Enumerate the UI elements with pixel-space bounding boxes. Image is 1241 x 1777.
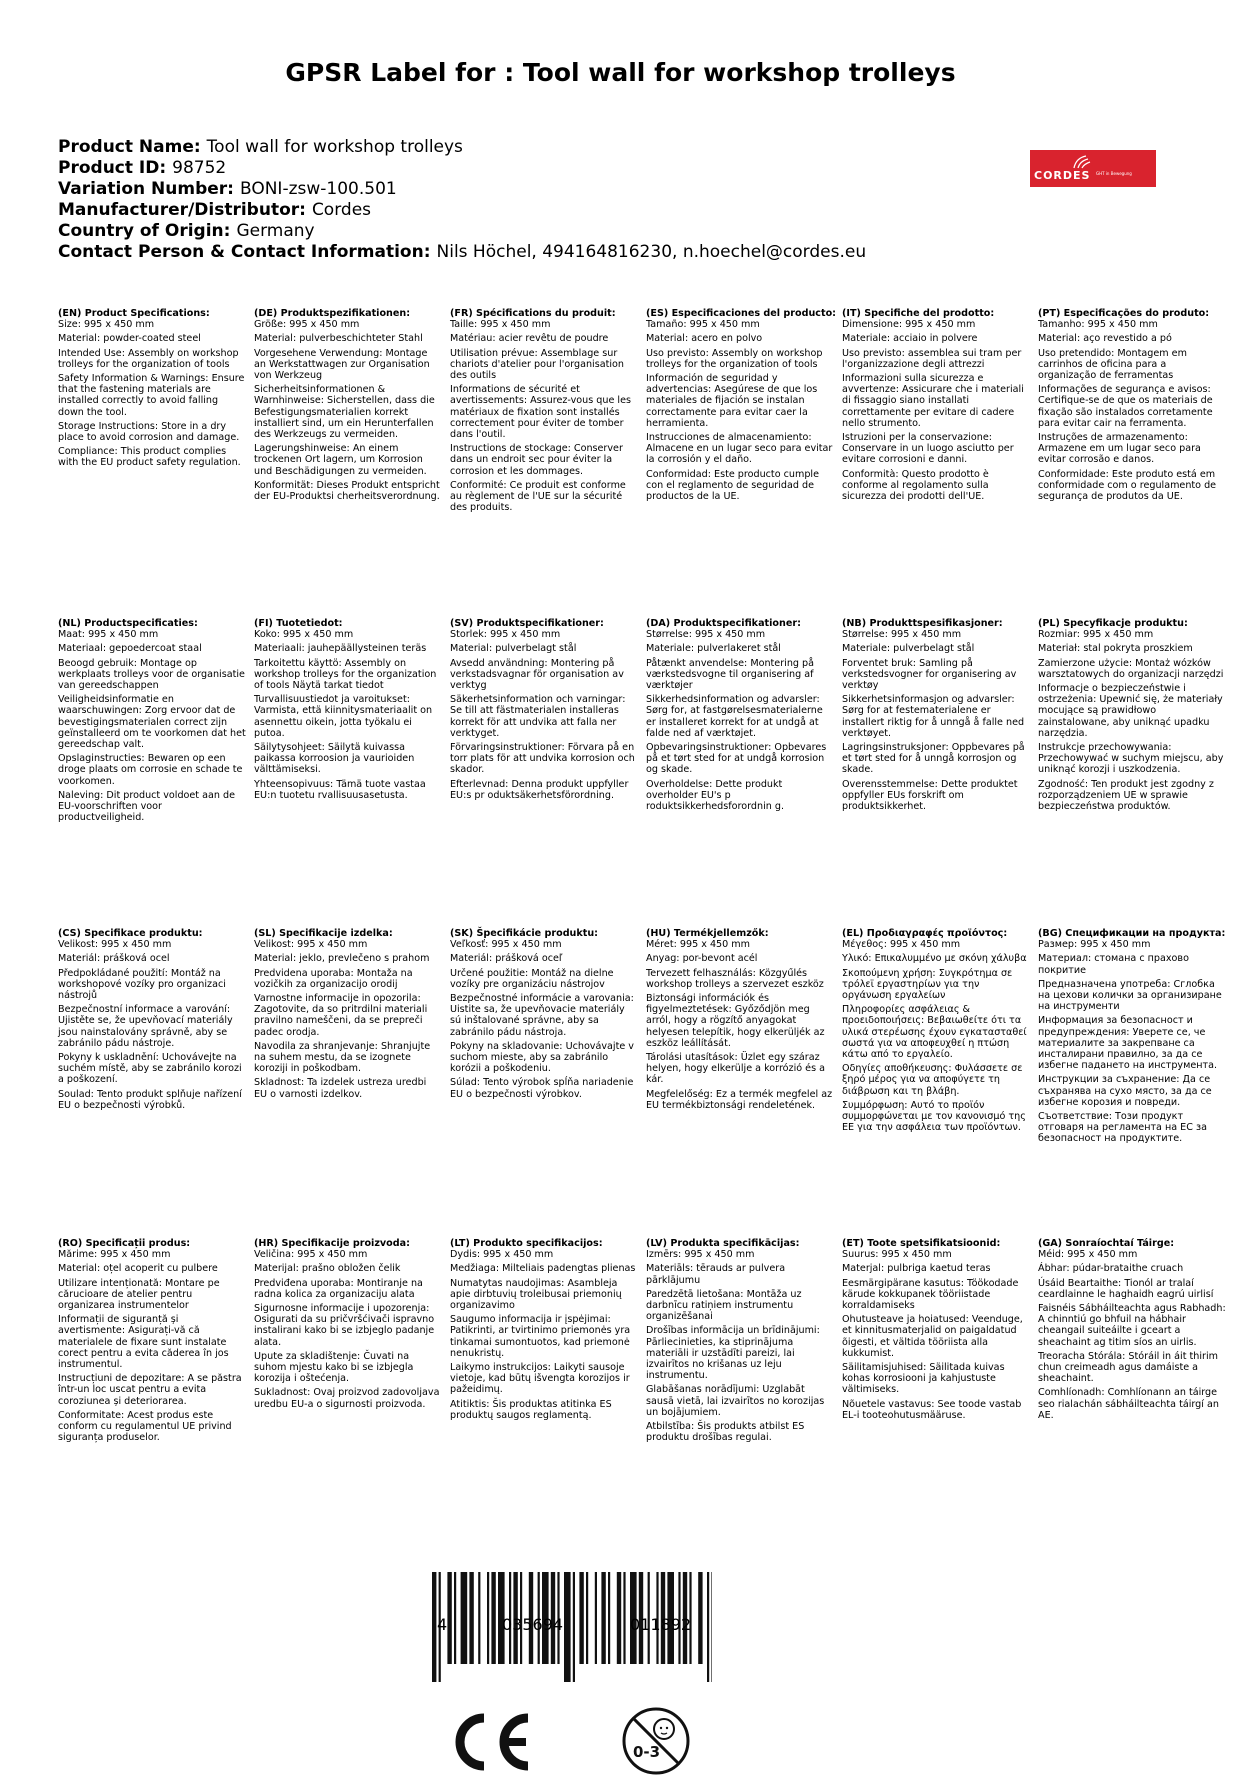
spec-line: Skladnost: Ta izdelek ustreza uredbi EU o varnosti izdelkov. — [254, 1077, 427, 1100]
page-title: GPSR Label for : Tool wall for workshop trolleys — [285, 58, 956, 87]
spec-heading: (ET) Toote spetsifikatsioonid: — [842, 1238, 1001, 1249]
info-label: Variation Number: — [58, 179, 234, 199]
spec-line: Материал: стомана с прахово покритие — [1038, 953, 1189, 976]
spec-block — [254, 1238, 442, 1413]
logo-tagline: GHT in Bewegung — [1096, 171, 1132, 176]
spec-block — [842, 1238, 1030, 1424]
info-value: Tool wall for workshop trolleys — [206, 137, 463, 157]
spec-line: Comhlíonadh: Comhlíonann an táirge seo rialachán sábháilteachta táirgí an AE. — [1038, 1387, 1219, 1421]
spec-line: Taille: 995 x 450 mm — [450, 319, 551, 331]
spec-line: Nõuetele vastavus: See toode vastab EL-i tooteohutusmääruse. — [842, 1398, 1022, 1421]
spec-line: Izmērs: 995 x 450 mm — [646, 1249, 755, 1261]
spec-line: Conformité: Ce produit est conforme au règlement de l'UE sur la sécurité des produits. — [450, 479, 626, 514]
spec-line: Materijal: prašno obložen čelik — [254, 1263, 401, 1275]
spec-line: Materiał: stal pokryta proszkiem — [1038, 643, 1193, 655]
spec-heading: (GA) Sonraíochtaí Táirge: — [1038, 1238, 1175, 1249]
spec-block — [58, 618, 246, 826]
info-value: 98752 — [172, 158, 227, 178]
spec-line: Treoracha Stórála: Stóráil in áit thirim chun creimeadh agus damáiste a sheachaint. — [1038, 1350, 1218, 1385]
info-label: Contact Person & Contact Information: — [58, 242, 431, 262]
barcode-bar — [461, 1572, 468, 1664]
spec-line: Instrucțiuni de depozitare: A se păstra într-un loc uscat pentru a evita coroziunea și deteriorarea. — [58, 1373, 242, 1407]
barcode-bar — [711, 1572, 712, 1682]
logo-wordmark: CORDES — [1034, 169, 1091, 182]
spec-line: Material: aço revestido a pó — [1038, 333, 1172, 345]
spec-block — [58, 1238, 246, 1446]
barcode-bar — [478, 1572, 480, 1664]
info-label: Product Name: — [58, 137, 201, 157]
spec-line: Velikost: 995 x 450 mm — [254, 939, 368, 951]
spec-line: Turvallisuustiedot ja varoitukset: Varmista, että kiinnitysmateriaalit on asennettu oikein, jotta työkalu ei putoa. — [254, 694, 433, 739]
spec-line: Vorgesehene Verwendung: Montage an Werkstattwagen zur Organisation von Werkzeug — [254, 347, 430, 382]
spec-line: Material: pulverbelagt stål — [450, 643, 577, 655]
spec-line: Ábhar: púdar-brataithe cruach — [1038, 1263, 1184, 1275]
spec-line: Overensstemmelse: Dette produktet oppfyller EUs forskrift om produktsikkerhet. — [842, 778, 1018, 813]
spec-line: Intended Use: Assembly on workshop trolleys for the organization of tools — [58, 347, 239, 370]
spec-block — [450, 308, 638, 516]
spec-line: Предназначена употреба: Сглобка на цехови колички за организиране на инструменти — [1038, 978, 1222, 1013]
spec-line: Tárolási utasítások: Üzlet egy száraz helyen, hogy elkerülje a korrózió és a kár. — [646, 1052, 826, 1086]
product-info-row — [58, 221, 866, 242]
barcode-bar — [447, 1572, 451, 1664]
spec-line: Materiaali: jauhepäällysteinen teräs — [254, 643, 427, 655]
spec-line: Numatytas naudojimas: Asambleja apie dirbtuvių troleibusai priemonių organizavimo — [450, 1277, 622, 1312]
barcode-bar — [469, 1572, 473, 1664]
spec-heading: (HU) Termékjellemzők: — [646, 928, 769, 939]
spec-line: Soulad: Tento produkt splňuje nařízení EU o bezpečnosti výrobků. — [58, 1088, 242, 1111]
spec-line: Predviđena uporaba: Montiranje na radna kolica za organizaciju alata — [254, 1277, 423, 1300]
barcode-bar — [608, 1572, 610, 1664]
spec-line: Velikost: 995 x 450 mm — [58, 939, 172, 951]
barcode-bar — [698, 1572, 702, 1664]
info-label: Product ID: — [58, 158, 167, 178]
spec-line: Dimensione: 995 x 450 mm — [842, 319, 976, 331]
spec-heading: (RO) Specificații produs: — [58, 1238, 191, 1249]
spec-heading: (CS) Specifikace produktu: — [58, 928, 203, 939]
spec-line: Utilizare intenționată: Montare pe cărucioare de atelier pentru organizarea instrumentelor — [58, 1277, 220, 1312]
spec-line: Navodila za shranjevanje: Shranjujte na suhem mestu, da se izognete koroziji in poškodbam. — [254, 1040, 431, 1075]
spec-line: Veiligheidsinformatie en waarschuwingen: Zorg ervoor dat de bevestigingsmaterialen correct zijn geïnstalleerd om te voorkomen dat het gereedschap valt. — [58, 694, 246, 751]
spec-line: Συμμόρφωση: Αυτό το προϊόν συμμορφώνεται με τον κανονισμό της ΕΕ για την ασφάλεια των προϊόντων. — [842, 1099, 1026, 1134]
spec-line: Mărime: 995 x 450 mm — [58, 1249, 171, 1261]
spec-block — [842, 928, 1030, 1136]
spec-line: Información de seguridad y advertencias: Asegúrese de que los materiales de fijación se instalan correctamente para evitar caer la herramienta. — [646, 373, 818, 429]
spec-line: Paredzētā lietošana: Montāža uz darbnīcu ratiņiem instrumentu organizēšanai — [646, 1288, 802, 1323]
spec-line: Instrucciones de almacenamiento: Almacene en un lugar seco para evitar la corrosión y el daño. — [646, 432, 833, 466]
spec-block — [1038, 928, 1226, 1148]
spec-block — [1038, 1238, 1226, 1424]
spec-line: Forventet bruk: Samling på verkstedsvogner for organisering av verktøy — [842, 657, 1017, 692]
age-warning-label: 0-3 — [633, 1743, 661, 1761]
spec-line: Faisnéis Sábháilteachta agus Rabhadh: A chinntiú go bhfuil na hábhair cheangail suiteáilte i gceart a sheachaint ag titim síos an uirlis. — [1038, 1303, 1226, 1348]
spec-line: Υλικό: Επικαλυμμένο με σκόνη χάλυβα — [842, 953, 1027, 965]
spec-line: Yhteensopivuus: Tämä tuote vastaa EU:n tuotetu rvallisuusasetusta. — [254, 778, 426, 801]
spec-line: Conformità: Questo prodotto è conforme al regolamento sulla sicurezza dei prodotti dell'UE. — [842, 468, 989, 503]
product-info — [58, 137, 866, 263]
spec-line: Sicherheitsinformationen & Warnhinweise: Sicherstellen, dass die Befestigungsmaterialien korrekt installiert sind, um ein Herunterfallen des Werkzeugs zu vermeiden. — [254, 384, 435, 441]
spec-line: Méret: 995 x 450 mm — [646, 939, 750, 951]
spec-line: Material: acero en polvo — [646, 333, 763, 345]
spec-line: Uso pretendido: Montagem em carrinhos de oficina para a organização de ferramentas — [1038, 347, 1187, 382]
spec-heading: (LT) Produkto specifikacijos: — [450, 1238, 603, 1249]
spec-line: Material: powder-coated steel — [58, 333, 201, 345]
spec-line: Uso previsto: Assembly on workshop trolleys for the organization of tools — [646, 347, 823, 370]
spec-heading: (SK) Špecifikácie produktu: — [450, 928, 599, 939]
barcode-bar — [579, 1572, 583, 1664]
spec-line: Conformitate: Acest produs este conform cu regulamentul UE privind siguranța produselor. — [58, 1409, 232, 1444]
spec-heading: (LV) Produkta specifikācijas: — [646, 1238, 800, 1249]
barcode-bar — [564, 1572, 571, 1682]
barcode-right-digits: 011892 — [630, 1615, 692, 1634]
spec-block — [646, 928, 834, 1114]
product-info-row — [58, 137, 866, 158]
spec-line: Drošības informācija un brīdinājumi: Pārliecinieties, ka stiprinājuma materiāli ir uzstādīti pareizi, lai izvairītos no krišanas uz leju instrumentu. — [646, 1325, 820, 1382]
spec-line: Materiāls: tērauds ar pulvera pārklājumu — [646, 1263, 786, 1286]
spec-line: Conformidade: Este produto está em conformidade com o regulamento de segurança de produtos da UE. — [1038, 468, 1217, 503]
spec-line: Ohutusteave ja hoiatused: Veenduge, et kinnitusmaterjalid on paigaldatud õigesti, et vältida tööriista alla kukkumist. — [842, 1314, 1023, 1359]
barcode-bar — [432, 1572, 436, 1682]
spec-block — [58, 928, 246, 1114]
ce-mark-icon — [448, 1712, 532, 1772]
spec-line: Informations de sécurité et avertissements: Assurez-vous que les matériaux de fixation sont installés correctement pour éviter de tomber dans l'outil. — [450, 384, 631, 441]
spec-block — [1038, 618, 1226, 815]
spec-line: Saugumo informacija ir įspėjimai: Patikrinti, ar tvirtinimo priemonės yra tinkamai sumontuotos, kad priemonė nenukristų. — [450, 1314, 631, 1359]
product-info-row — [58, 179, 866, 200]
spec-line: Instructions de stockage: Conserver dans un endroit sec pour éviter la corrosion et les dommages. — [450, 443, 623, 477]
spec-line: Laikymo instrukcijos: Laikyti sausoje vietoje, kad būtų išvengta korozijos ir pažeidimų. — [450, 1362, 630, 1396]
spec-line: Instrukcje przechowywania: Przechowywać w suchym miejscu, aby uniknąć korozji i uszkodzenia. — [1038, 742, 1224, 776]
spec-line: Tervezett felhasználás: Közgyűlés workshop trolleys a szervezet eszköz — [646, 967, 824, 990]
spec-line: Glabāšanas norādījumi: Uzglabāt sausā vietā, lai izvairītos no korozijas un bojājumiem. — [646, 1384, 825, 1418]
barcode-bar — [707, 1572, 709, 1682]
spec-line: Atbilstība: Šis produkts atbilst ES produktu drošības regulai. — [646, 1421, 805, 1444]
spec-heading: (FI) Tuotetiedot: — [254, 618, 343, 629]
spec-line: Konformität: Dieses Produkt entspricht der EU-Produktsi cherheitsverordnung. — [254, 479, 440, 503]
spec-heading: (NB) Produkttspesifikasjoner: — [842, 618, 1003, 629]
spec-line: Påtænkt anvendelse: Montering på værkstedsvogne til organisering af værktøjer — [646, 657, 815, 692]
spec-line: Koko: 995 x 450 mm — [254, 629, 354, 641]
spec-line: Säkerhetsinformation och varningar: Se till att fästmaterialen installeras korrekt för att undvika att falla ner verktyget. — [450, 694, 626, 739]
spec-line: Säilitamisjuhised: Säilitada kuivas kohas korrosiooni ja kahjustuste vältimiseks. — [842, 1362, 1005, 1396]
spec-block — [842, 308, 1030, 505]
spec-line: Istruzioni per la conservazione: Conservare in un luogo asciutto per evitare corrosioni e danni. — [842, 432, 1014, 466]
spec-line: Информация за безопасност и предупреждения: Уверете се, че материалите за закрепване са инсталирани правилно, за да се избегне падането на инструмента. — [1038, 1015, 1218, 1072]
spec-line: Opslaginstructies: Bewaren op een droge plaats om corrosie en schade te voorkomen. — [58, 753, 243, 787]
spec-block — [254, 618, 442, 804]
spec-line: Určené použitie: Montáž na dielne vozíky pre organizáciu nástrojov — [450, 967, 614, 990]
spec-line: Opbevaringsinstruktioner: Opbevares på et tørt sted for at undgå korrosion og skade. — [646, 742, 827, 776]
spec-line: Tamanho: 995 x 450 mm — [1038, 319, 1158, 331]
spec-block — [1038, 308, 1226, 505]
spec-heading: (NL) Productspecificaties: — [58, 618, 198, 629]
info-label: Manufacturer/Distributor: — [58, 200, 306, 220]
spec-line: Size: 995 x 450 mm — [58, 319, 155, 331]
spec-line: Material: jeklo, prevlečeno s prahom — [254, 953, 430, 965]
spec-heading: (HR) Specifikacije proizvoda: — [254, 1238, 410, 1249]
spec-line: Compliance: This product complies with the EU product safety regulation. — [58, 446, 241, 469]
spec-line: Materiál: prášková ocel — [58, 953, 170, 965]
spec-line: Anyag: por-bevont acél — [646, 953, 758, 965]
spec-line: Sikkerhedsinformation og advarsler: Sørg for, at fastgørelsesmaterialerne er installeret korrekt for at undgå at falde ned af værktøjet. — [646, 694, 823, 739]
info-value: BONI-zsw-100.501 — [239, 179, 397, 199]
spec-line: Μέγεθος: 995 x 450 mm — [842, 939, 961, 951]
spec-block — [58, 308, 246, 472]
spec-line: Materjal: pulbriga kaetud teras — [842, 1263, 991, 1275]
spec-block — [254, 308, 442, 505]
spec-line: Veľkosť: 995 x 450 mm — [450, 939, 562, 951]
spec-line: Materiale: pulverlakeret stål — [646, 643, 781, 655]
barcode-bar — [573, 1572, 575, 1682]
info-label: Country of Origin: — [58, 221, 231, 241]
product-info-row — [58, 242, 866, 263]
spec-line: Materiale: pulverbelagt stål — [842, 643, 975, 655]
spec-line: Οδηγίες αποθήκευσης: Φυλάσσετε σε ξηρό μέρος για να αποφύγετε τη διάβρωση και τη βλάβη. — [842, 1063, 1023, 1097]
spec-line: Overholdelse: Dette produkt overholder EU's p roduktsikkerhedsforordnin g. — [646, 778, 785, 813]
spec-line: Varnostne informacije in opozorila: Zagotovite, da so pritrdilni materiali pravilno nameščeni, da se prepreči padec orodja. — [254, 993, 428, 1038]
spec-line: Informações de segurança e avisos: Certifique-se de que os materiais de fixação são instalados corretamente para evitar cair na ferramenta. — [1038, 384, 1213, 429]
spec-line: Megfelelőség: Ez a termék megfelel az EU termékbiztonsági rendeletének. — [646, 1088, 833, 1111]
spec-line: Pokyny na skladovanie: Uchovávajte v suchom mieste, aby sa zabránilo korózii a poškodeniu. — [450, 1040, 634, 1075]
barcode-first-digit: 4 — [437, 1615, 448, 1634]
spec-heading: (DA) Produktspecifikationer: — [646, 618, 801, 629]
spec-block — [646, 308, 837, 505]
spec-line: Conformidad: Este producto cumple con el reglamento de seguridad de productos de la UE. — [646, 468, 819, 503]
spec-block — [646, 1238, 834, 1446]
spec-line: Съответствие: Този продукт отговаря на регламента на ЕС за безопасност на продуктите. — [1038, 1111, 1207, 1145]
spec-line: Beoogd gebruik: Montage op werkplaats trolleys voor de organisatie van gereedschappen — [58, 657, 245, 692]
spec-heading: (FR) Spécifications du produit: — [450, 308, 616, 319]
barcode-bar — [601, 1572, 605, 1664]
spec-line: Bezpečnostné informácie a varovania: Uistite sa, že upevňovacie materiály sú inštalované správne, aby sa zabránilo pádu nástroja. — [450, 993, 634, 1038]
spec-line: Zgodność: Ten produkt jest zgodny z rozporządzeniem UE w sprawie bezpieczeństwa produktów. — [1038, 778, 1214, 813]
spec-heading: (EN) Product Specifications: — [58, 308, 210, 319]
spec-heading: (SV) Produktspecifikationer: — [450, 618, 604, 629]
spec-line: Maat: 995 x 450 mm — [58, 629, 159, 641]
spec-heading: (DE) Produktspezifikationen: — [254, 308, 411, 319]
spec-line: Súlad: Tento výrobok spĺňa nariadenie EU o bezpečnosti výrobkov. — [450, 1077, 634, 1100]
spec-line: Sigurnosne informacije i upozorenja: Osigurati da su pričvršćivači ispravno instalirani kako bi se izbjeglo padanje alata. — [254, 1303, 435, 1348]
age-warning-icon — [620, 1705, 692, 1777]
spec-heading: (IT) Specifiche del prodotto: — [842, 308, 995, 319]
spec-line: Инструкции за съхранение: Да се съхранява на сухо място, за да се избегне корозия и повреди. — [1038, 1074, 1212, 1108]
spec-block — [450, 928, 638, 1103]
cordes-logo — [1030, 150, 1156, 187]
spec-line: Veličina: 995 x 450 mm — [254, 1249, 368, 1261]
spec-line: Matériau: acier revêtu de poudre — [450, 333, 609, 345]
spec-line: Instruções de armazenamento: Armazene em um lugar seco para evitar corrosão e danos. — [1038, 432, 1201, 466]
spec-line: Predvidena uporaba: Montaža na vozičkih za organizacijo orodij — [254, 967, 413, 990]
spec-block — [842, 618, 1030, 815]
spec-heading: (PT) Especificações do produto: — [1038, 308, 1210, 319]
spec-line: Biztonsági információk és figyelmeztetések: Győződjön meg arról, hogy a rögzítő anyagokat helyesen telepítik, hogy elkerüljék az eszköz leállítását. — [646, 993, 825, 1049]
spec-line: Storage Instructions: Store in a dry place to avoid corrosion and damage. — [58, 420, 240, 444]
product-info-row — [58, 158, 866, 179]
barcode-bar — [586, 1572, 588, 1664]
spec-line: Material: pulverbeschichteter Stahl — [254, 333, 423, 345]
spec-line: Eesmärgipärane kasutus: Töökodade kärude kokkupanek tööriistade korraldamiseks — [842, 1277, 1019, 1312]
spec-block — [450, 618, 638, 804]
spec-heading: (PL) Specyfikacje produktu: — [1038, 618, 1188, 629]
spec-heading: (SL) Specifikacije izdelka: — [254, 928, 393, 939]
spec-line: Utilisation prévue: Assemblage sur chariots d'atelier pour l'organisation des outils — [450, 347, 624, 382]
spec-line: Lagerungshinweise: An einem trockenen Ort lagern, um Korrosion und Beschädigungen zu vermeiden. — [254, 443, 427, 477]
spec-line: Storlek: 995 x 450 mm — [450, 629, 561, 641]
barcode-bar — [487, 1572, 489, 1664]
spec-line: Informacje o bezpieczeństwie i ostrzeżenia: Upewnić się, że materiały mocujące są prawidłowo zainstalowane, aby uniknąć upadku narzędzia. — [1038, 683, 1223, 739]
spec-line: Pokyny k uskladnění: Uchovávejte na suchém místě, aby se zabránilo korozi a poškození. — [58, 1052, 242, 1086]
spec-line: Materiál: prášková oceľ — [450, 953, 563, 965]
spec-line: Medžiaga: Milteliais padengtas plienas — [450, 1263, 636, 1275]
spec-line: Materiaal: gepoedercoat staal — [58, 643, 202, 655]
spec-block — [646, 618, 834, 815]
spec-line: Méid: 995 x 450 mm — [1038, 1249, 1138, 1261]
barcode-bar — [617, 1572, 621, 1664]
spec-line: Uso previsto: assemblea sui tram per l'organizzazione degli attrezzi — [842, 347, 1022, 370]
spec-block — [450, 1238, 638, 1424]
spec-line: Naleving: Dit product voldoet aan de EU-voorschriften voor productveiligheid. — [58, 789, 235, 824]
spec-line: Bezpečnostní informace a varování: Ujistěte se, že upevňovací materiály jsou nainstalovány správně, aby se zabránilo pádu nástroje. — [58, 1004, 233, 1049]
barcode-left-digits: 035694 — [502, 1615, 564, 1634]
spec-line: Tamaño: 995 x 450 mm — [646, 319, 760, 331]
spec-line: Størrelse: 995 x 450 mm — [646, 629, 766, 641]
spec-line: Säilytysohjeet: Säilytä kuivassa paikassa korroosion ja vaurioiden välttämiseksi. — [254, 742, 415, 776]
spec-heading: (BG) Спецификации на продукта: — [1038, 928, 1226, 939]
spec-heading: (ES) Especificaciones del producto: — [646, 308, 837, 319]
spec-heading: (EL) Προδιαγραφές προϊόντος: — [842, 928, 1008, 939]
info-value: Germany — [236, 221, 315, 241]
spec-line: Úsáid Beartaithe: Tionól ar tralaí ceardlainne le haghaidh eagrú uirlisí — [1038, 1277, 1214, 1300]
spec-line: Informazioni sulla sicurezza e avvertenze: Assicurare che i materiali di fissaggio siano installati correttamente per evitare di cadere nello strumento. — [842, 373, 1024, 429]
spec-line: Πληροφορίες ασφάλειας & προειδοποιήσεις: Βεβαιωθείτε ότι τα υλικά στερέωσης έχουν εγκατασταθεί σωστά για να αποφευχθεί η πτώση κάτω από το εργαλείο. — [842, 1004, 1027, 1061]
spec-line: Størrelse: 995 x 450 mm — [842, 629, 962, 641]
barcode-bar — [595, 1572, 597, 1664]
info-value: Nils Höchel, 494164816230, n.hoechel@cordes.eu — [436, 242, 867, 262]
spec-line: Avsedd användning: Montering på verkstadsvagnar för organisation av verktyg — [450, 657, 624, 692]
spec-line: Größe: 995 x 450 mm — [254, 319, 360, 331]
spec-line: Efterlevnad: Denna produkt uppfyller EU:s pr oduktsäkerhetsförordning. — [450, 778, 629, 801]
spec-line: Předpokládané použití: Montáž na workshopové vozíky pro organizaci nástrojů — [58, 967, 226, 1002]
spec-line: Informații de siguranță și avertismente: Asigurați-vă că materialele de fixare sunt instalate corect pentru a evita căderea în jos instrumentul. — [58, 1314, 229, 1371]
spec-line: Dydis: 995 x 450 mm — [450, 1249, 554, 1261]
info-value: Cordes — [311, 200, 372, 220]
spec-line: Atitiktis: Šis produktas atitinka ES produktų saugos reglamentą. — [450, 1398, 612, 1421]
spec-line: Rozmiar: 995 x 450 mm — [1038, 629, 1154, 641]
spec-line: Lagringsinstruksjoner: Oppbevares på et tørt sted for å unngå korrosjon og skade. — [842, 742, 1025, 776]
barcode-bar — [623, 1572, 625, 1664]
spec-line: Suurus: 995 x 450 mm — [842, 1249, 952, 1261]
spec-line: Upute za skladištenje: Čuvati na suhom mjestu kako bi se izbjegla korozija i oštećenja. — [254, 1350, 414, 1385]
barcode-bar — [491, 1572, 495, 1664]
spec-line: Tarkoitettu käyttö: Assembly on workshop trolleys for the organization of tools Näytä tarkat tiedot — [254, 657, 437, 692]
spec-line: Zamierzone użycie: Montaż wózków warsztatowych do organizacji narzędzi — [1038, 657, 1224, 680]
spec-line: Safety Information & Warnings: Ensure that the fastening materials are installed correctly to avoid falling down the tool. — [58, 373, 245, 418]
spec-line: Σκοπούμενη χρήση: Συγκρότημα σε τρόλεϊ εργαστηρίων για την οργάνωση εργαλείων — [842, 967, 1013, 1002]
spec-line: Materiale: acciaio in polvere — [842, 333, 978, 345]
spec-block — [254, 928, 442, 1103]
spec-line: Sukladnost: Ovaj proizvod zadovoljava uredbu EU-a o sigurnosti proizvoda. — [254, 1387, 440, 1410]
product-info-row — [58, 200, 866, 221]
spec-line: Förvaringsinstruktioner: Förvara på en torr plats för att undvika korrosion och skador. — [450, 742, 635, 776]
barcode-bar — [454, 1572, 456, 1664]
spec-line: Sikkerhetsinformasjon og advarsler: Sørg for at festematerialene er installert riktig for å unngå å falle ned verktøyet. — [842, 694, 1025, 739]
spec-line: Размер: 995 x 450 mm — [1038, 939, 1151, 951]
spec-line: Material: oțel acoperit cu pulbere — [58, 1263, 218, 1275]
